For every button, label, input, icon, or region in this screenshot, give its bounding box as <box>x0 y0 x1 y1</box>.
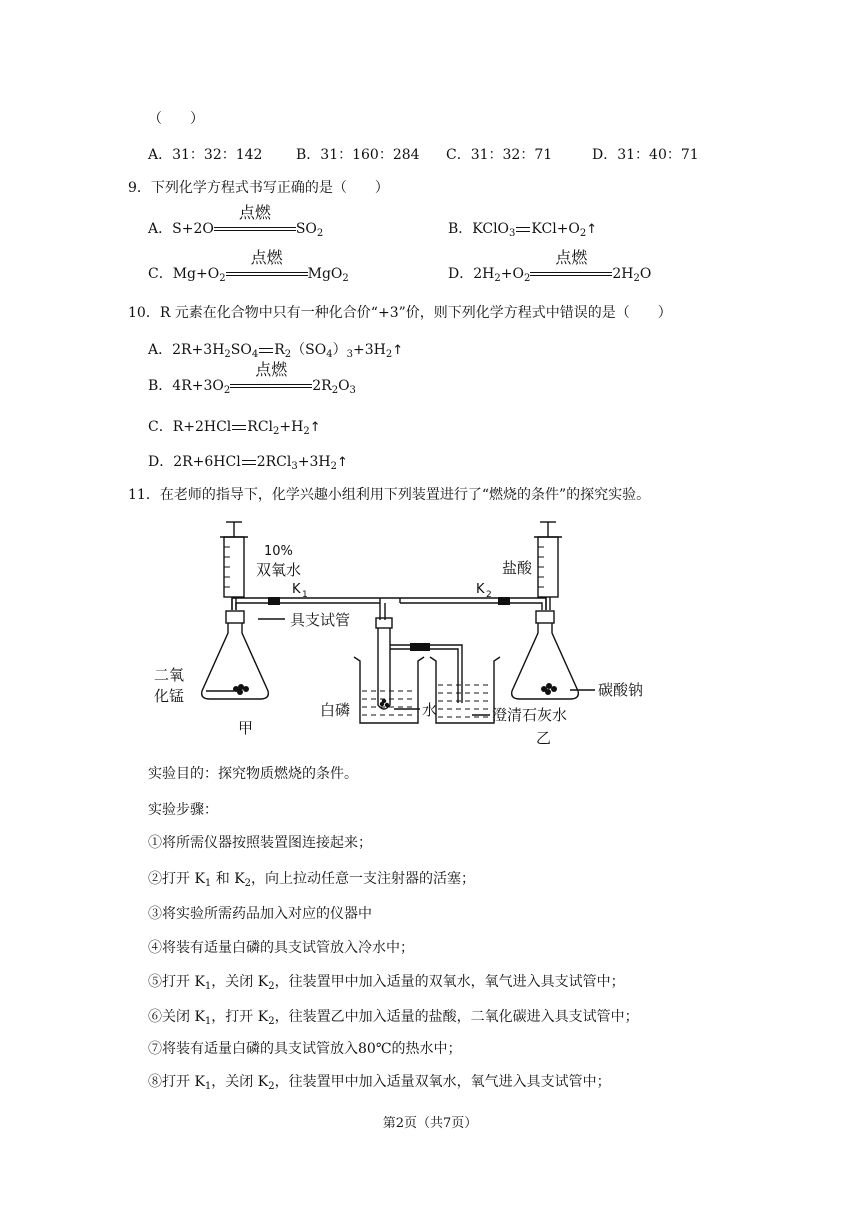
svg-text:1: 1 <box>302 590 308 600</box>
q9-option-c: C．$Mg+O_2$ 点燃 MgO$_2$ <box>148 248 349 284</box>
label-water: 水 <box>422 701 438 719</box>
experiment-steps-title: 实验步骤： <box>148 802 218 818</box>
page-footer: 第2页（共7页） <box>382 1116 478 1131</box>
q11-stem: 11．在老师的指导下，化学兴趣小组利用下列装置进行了“燃烧的条件”的探究实验。 <box>128 487 651 503</box>
label-sodium-carbonate: 碳酸钠 <box>598 681 644 699</box>
step-5: ⑤打开 $K_1$，关闭 $K_2$，往装置甲中加入适量的双氧水，氧气进入具支试管中； <box>148 974 625 992</box>
label-apparatus-jia: 甲 <box>238 719 254 737</box>
label-hydrogen-peroxide: 双氧水 <box>256 561 302 579</box>
q8-option-d: D．31：40：71 <box>592 147 699 163</box>
step-1: ①将所需仪器按照装置图连接起来； <box>148 835 372 851</box>
q10-option-d: D．2R+6HCl $2RCl_3+3H_2↑$ <box>148 454 348 472</box>
svg-text:2: 2 <box>486 590 492 600</box>
condition-mark: 点燃 <box>226 264 308 284</box>
q9-option-b: B．KClO$_3$ $KCl+O_2↑$ <box>448 221 598 239</box>
label-hydrochloric-acid: 盐酸 <box>502 559 533 577</box>
q9-option-a: A．S+2O 点燃 $SO_2$ <box>148 203 324 239</box>
step-7: ⑦将装有适量白磷的具支试管放入80℃的热水中； <box>148 1041 462 1057</box>
step-6: ⑥关闭 $K_1$，打开 $K_2$，往装置乙中加入适量的盐酸，二氧化碳进入具支试管中； <box>148 1009 639 1027</box>
condition-mark: 点燃 <box>530 264 612 284</box>
experiment-apparatus-diagram <box>140 515 644 747</box>
experiment-purpose: 实验目的：探究物质燃烧的条件。 <box>148 766 358 782</box>
condition-mark: 点燃 <box>230 376 312 396</box>
step-4: ④将装有适量白磷的具支试管放入冷水中； <box>148 940 414 956</box>
q8-paren: （ ） <box>148 111 204 127</box>
step-3: ③将实验所需药品加入对应的仪器中 <box>148 906 372 922</box>
label-mno2-line1: 二氧 <box>154 666 185 684</box>
label-side-arm-tube: 具支试管 <box>290 611 351 629</box>
label-limewater: 澄清石灰水 <box>492 706 568 724</box>
label-concentration: 10% <box>264 544 293 559</box>
q8-option-c: C．31：32：71 <box>446 147 553 163</box>
q10-option-b: B．$4R+3O_2$ 点燃 $2R_2O_3$ <box>148 360 356 396</box>
condition-mark: 点燃 <box>214 219 296 239</box>
q8-option-b: B．31：160：284 <box>296 147 420 163</box>
step-8: ⑧打开 $K_1$，关闭 $K_2$，往装置甲中加入适量双氧水，氧气进入具支试管中； <box>148 1074 611 1092</box>
q9-option-d: D．$2H_2+O_2$ 点燃 $2H_2O$ <box>448 248 652 284</box>
q8-option-a: A．31：32：142 <box>148 147 263 163</box>
q10-stem: 10．R 元素在化合物中只有一种化合价“+3”价，则下列化学方程式中错误的是（ ） <box>128 305 672 321</box>
label-apparatus-yi: 乙 <box>536 729 552 747</box>
label-k1: K <box>292 582 301 597</box>
q10-option-c: C．R+2HCl $RCl_2+H_2↑$ <box>148 419 321 437</box>
label-white-phosphorus: 白磷 <box>320 701 351 719</box>
step-2: ②打开 $K_1$ 和 $K_2$，向上拉动任意一支注射器的活塞； <box>148 871 476 889</box>
q10-option-a: A．$2R+3H_2SO_4$ $R_2(SO_4)_3+3H_2↑$ <box>148 342 404 360</box>
label-k2: K <box>476 582 485 597</box>
label-mno2-line2: 化锰 <box>154 687 185 705</box>
q9-stem: 9．下列化学方程式书写正确的是（ ） <box>128 180 389 196</box>
